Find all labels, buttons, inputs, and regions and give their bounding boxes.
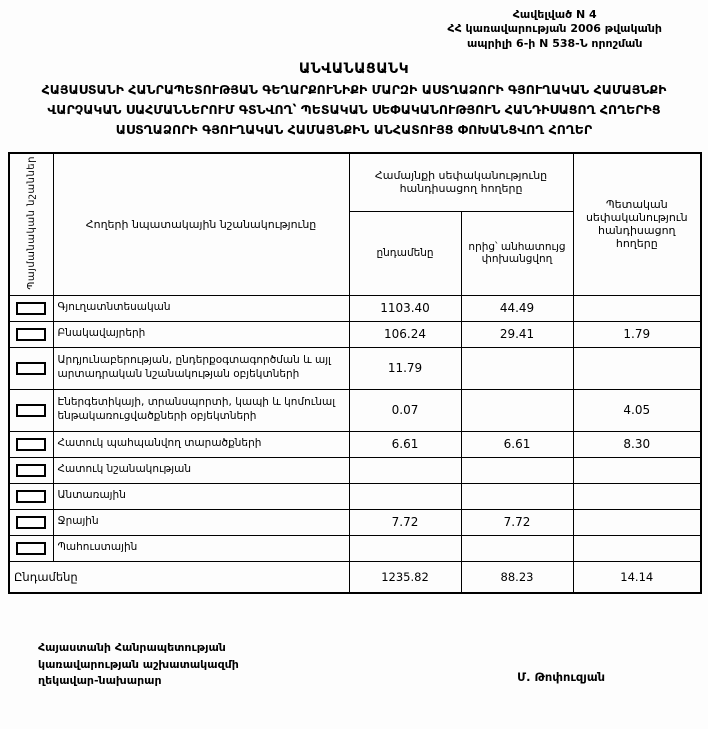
value-state-owned: 4.05 bbox=[573, 389, 701, 431]
header-conventional-signs bbox=[9, 153, 53, 295]
document-subtitle: ՀԱՅԱՍՏԱՆԻ ՀԱՆՐԱՊԵՏՈՒԹՅԱՆ ԳԵՂԱՐՔՈՒՆԻՔԻ ՄԱՐԶԻ ԱՍՏՂԱՁՈՐԻ ԳՅՈՒՂԱԿԱՆ ՀԱՄԱՅՆՔԻ ՎԱՐՉԱԿԱՆ ՍԱՀՄԱՆՆԵՐՈՒՄ ԳՏՆՎՈՂ՝ ՊԵՏԱԿԱՆ ՍԵՓԱԿԱՆՈՒԹՅՈՒՆ ՀԱՆԴԻՍԱՑՈՂ ՀՈՂԵՐԻՑ ԱՍՏՂԱՁՈՐԻ ԳՅՈՒՂԱԿԱՆ ՀԱՄԱՅՆՔԻՆ ԱՆՀԱՏՈՒՅՑ ՓՈԽԱՆՑՎՈՂ ՀՈՂԵՐ bbox=[41, 81, 667, 137]
sign-cell bbox=[9, 457, 53, 483]
signatory-title-line-1: Հայաստանի Հանրապետության bbox=[38, 641, 226, 655]
value-state-owned bbox=[573, 483, 701, 509]
conventional-sign-box bbox=[16, 362, 46, 375]
header-sub-of-which-transferred: որից՝ անհատույց փոխանցվող bbox=[461, 212, 573, 295]
header-state-owned: Պետական սեփականություն հանդիսացող հողերը bbox=[573, 153, 701, 295]
table-row bbox=[9, 347, 701, 389]
conventional-sign-box bbox=[16, 464, 46, 477]
land-category-label: Հատուկ պահպանվող տարածքների bbox=[53, 431, 349, 457]
value-of-which-transferred bbox=[461, 347, 573, 389]
value-of-which-transferred: 29.41 bbox=[461, 321, 573, 347]
table-row bbox=[9, 321, 701, 347]
value-of-which-transferred bbox=[461, 457, 573, 483]
value-community-total: 106.24 bbox=[349, 321, 461, 347]
conventional-sign-box bbox=[16, 516, 46, 529]
value-of-which-transferred: 6.61 bbox=[461, 431, 573, 457]
table-row bbox=[9, 535, 701, 561]
land-category-label: Էներգետիկայի, տրանսպորտի, կապի և կոմունալ ենթակառուցվածքների օբյեկտների bbox=[53, 389, 349, 431]
annex-line-3: ապրիլի 6-ի N 538-Ն որոշման bbox=[466, 36, 643, 50]
header-land-purpose: Հողերի նպատակային նշանակությունը bbox=[53, 153, 349, 295]
value-community-total: 11.79 bbox=[349, 347, 461, 389]
value-state-owned bbox=[573, 509, 701, 535]
land-category-label: Պահուստային bbox=[53, 535, 349, 561]
sign-cell bbox=[9, 321, 53, 347]
conventional-sign-box bbox=[16, 328, 46, 341]
land-category-label: Անտառային bbox=[53, 483, 349, 509]
signatory-title-line-2: կառավարության աշխատակազմի bbox=[38, 657, 239, 671]
annex-line-2: ՀՀ կառավարության 2006 թվականի bbox=[447, 22, 662, 36]
value-community-total bbox=[349, 535, 461, 561]
value-state-owned bbox=[573, 295, 701, 321]
value-state-owned: 1.79 bbox=[573, 321, 701, 347]
value-community-total: 1103.40 bbox=[349, 295, 461, 321]
signatory-name: Մ. Թոփուզյան bbox=[517, 669, 605, 684]
sign-cell bbox=[9, 389, 53, 431]
document-footer bbox=[8, 640, 700, 690]
total-community: 1235.82 bbox=[349, 561, 461, 593]
land-category-label: Հատուկ նշանակության bbox=[53, 457, 349, 483]
land-category-label: Բնակավայրերի bbox=[53, 321, 349, 347]
annex-reference bbox=[447, 8, 662, 51]
header-conventional-signs-label: Պայմանական նշաններ bbox=[25, 155, 37, 290]
table-row bbox=[9, 509, 701, 535]
value-state-owned bbox=[573, 535, 701, 561]
table-row bbox=[9, 457, 701, 483]
header-sub-total: ընդամենը bbox=[349, 212, 461, 295]
annex-line-1: Հավելված N 4 bbox=[512, 8, 597, 21]
value-of-which-transferred: 7.72 bbox=[461, 509, 573, 535]
table-row bbox=[9, 389, 701, 431]
signatory-title-block bbox=[38, 640, 239, 690]
table-row bbox=[9, 483, 701, 509]
conventional-sign-box bbox=[16, 542, 46, 555]
total-label: Ընդամենը bbox=[9, 561, 349, 593]
value-community-total: 0.07 bbox=[349, 389, 461, 431]
sign-cell bbox=[9, 535, 53, 561]
sign-cell bbox=[9, 347, 53, 389]
land-table bbox=[8, 152, 702, 594]
sign-cell bbox=[9, 483, 53, 509]
value-community-total: 7.72 bbox=[349, 509, 461, 535]
conventional-sign-box bbox=[16, 490, 46, 503]
value-of-which-transferred: 44.49 bbox=[461, 295, 573, 321]
value-of-which-transferred bbox=[461, 483, 573, 509]
header-community-owned-group: Համայնքի սեփականությունը հանդիսացող հողերը bbox=[349, 153, 573, 212]
land-category-label: Արդյունաբերության, ընդերքօգտագործման և այլ արտադրական նշանակության օբյեկտների bbox=[53, 347, 349, 389]
total-state-owned: 14.14 bbox=[573, 561, 701, 593]
value-community-total: 6.61 bbox=[349, 431, 461, 457]
value-state-owned bbox=[573, 457, 701, 483]
value-of-which-transferred bbox=[461, 535, 573, 561]
value-community-total bbox=[349, 457, 461, 483]
sign-cell bbox=[9, 509, 53, 535]
sign-cell bbox=[9, 295, 53, 321]
value-of-which-transferred bbox=[461, 389, 573, 431]
table-row bbox=[9, 295, 701, 321]
signatory-title-line-3: ղեկավար-նախարար bbox=[38, 674, 162, 688]
sign-cell bbox=[9, 431, 53, 457]
value-community-total bbox=[349, 483, 461, 509]
conventional-sign-box bbox=[16, 302, 46, 315]
table-row bbox=[9, 431, 701, 457]
value-state-owned: 8.30 bbox=[573, 431, 701, 457]
conventional-sign-box bbox=[16, 404, 46, 417]
land-category-label: Գյուղատնտեսական bbox=[53, 295, 349, 321]
total-of-which-transferred: 88.23 bbox=[461, 561, 573, 593]
table-total-row bbox=[9, 561, 701, 593]
land-category-label: Ջրային bbox=[53, 509, 349, 535]
conventional-sign-box bbox=[16, 438, 46, 451]
value-state-owned bbox=[573, 347, 701, 389]
document-title: ԱՆՎԱՆԱՑԱՆԿ bbox=[298, 60, 410, 77]
